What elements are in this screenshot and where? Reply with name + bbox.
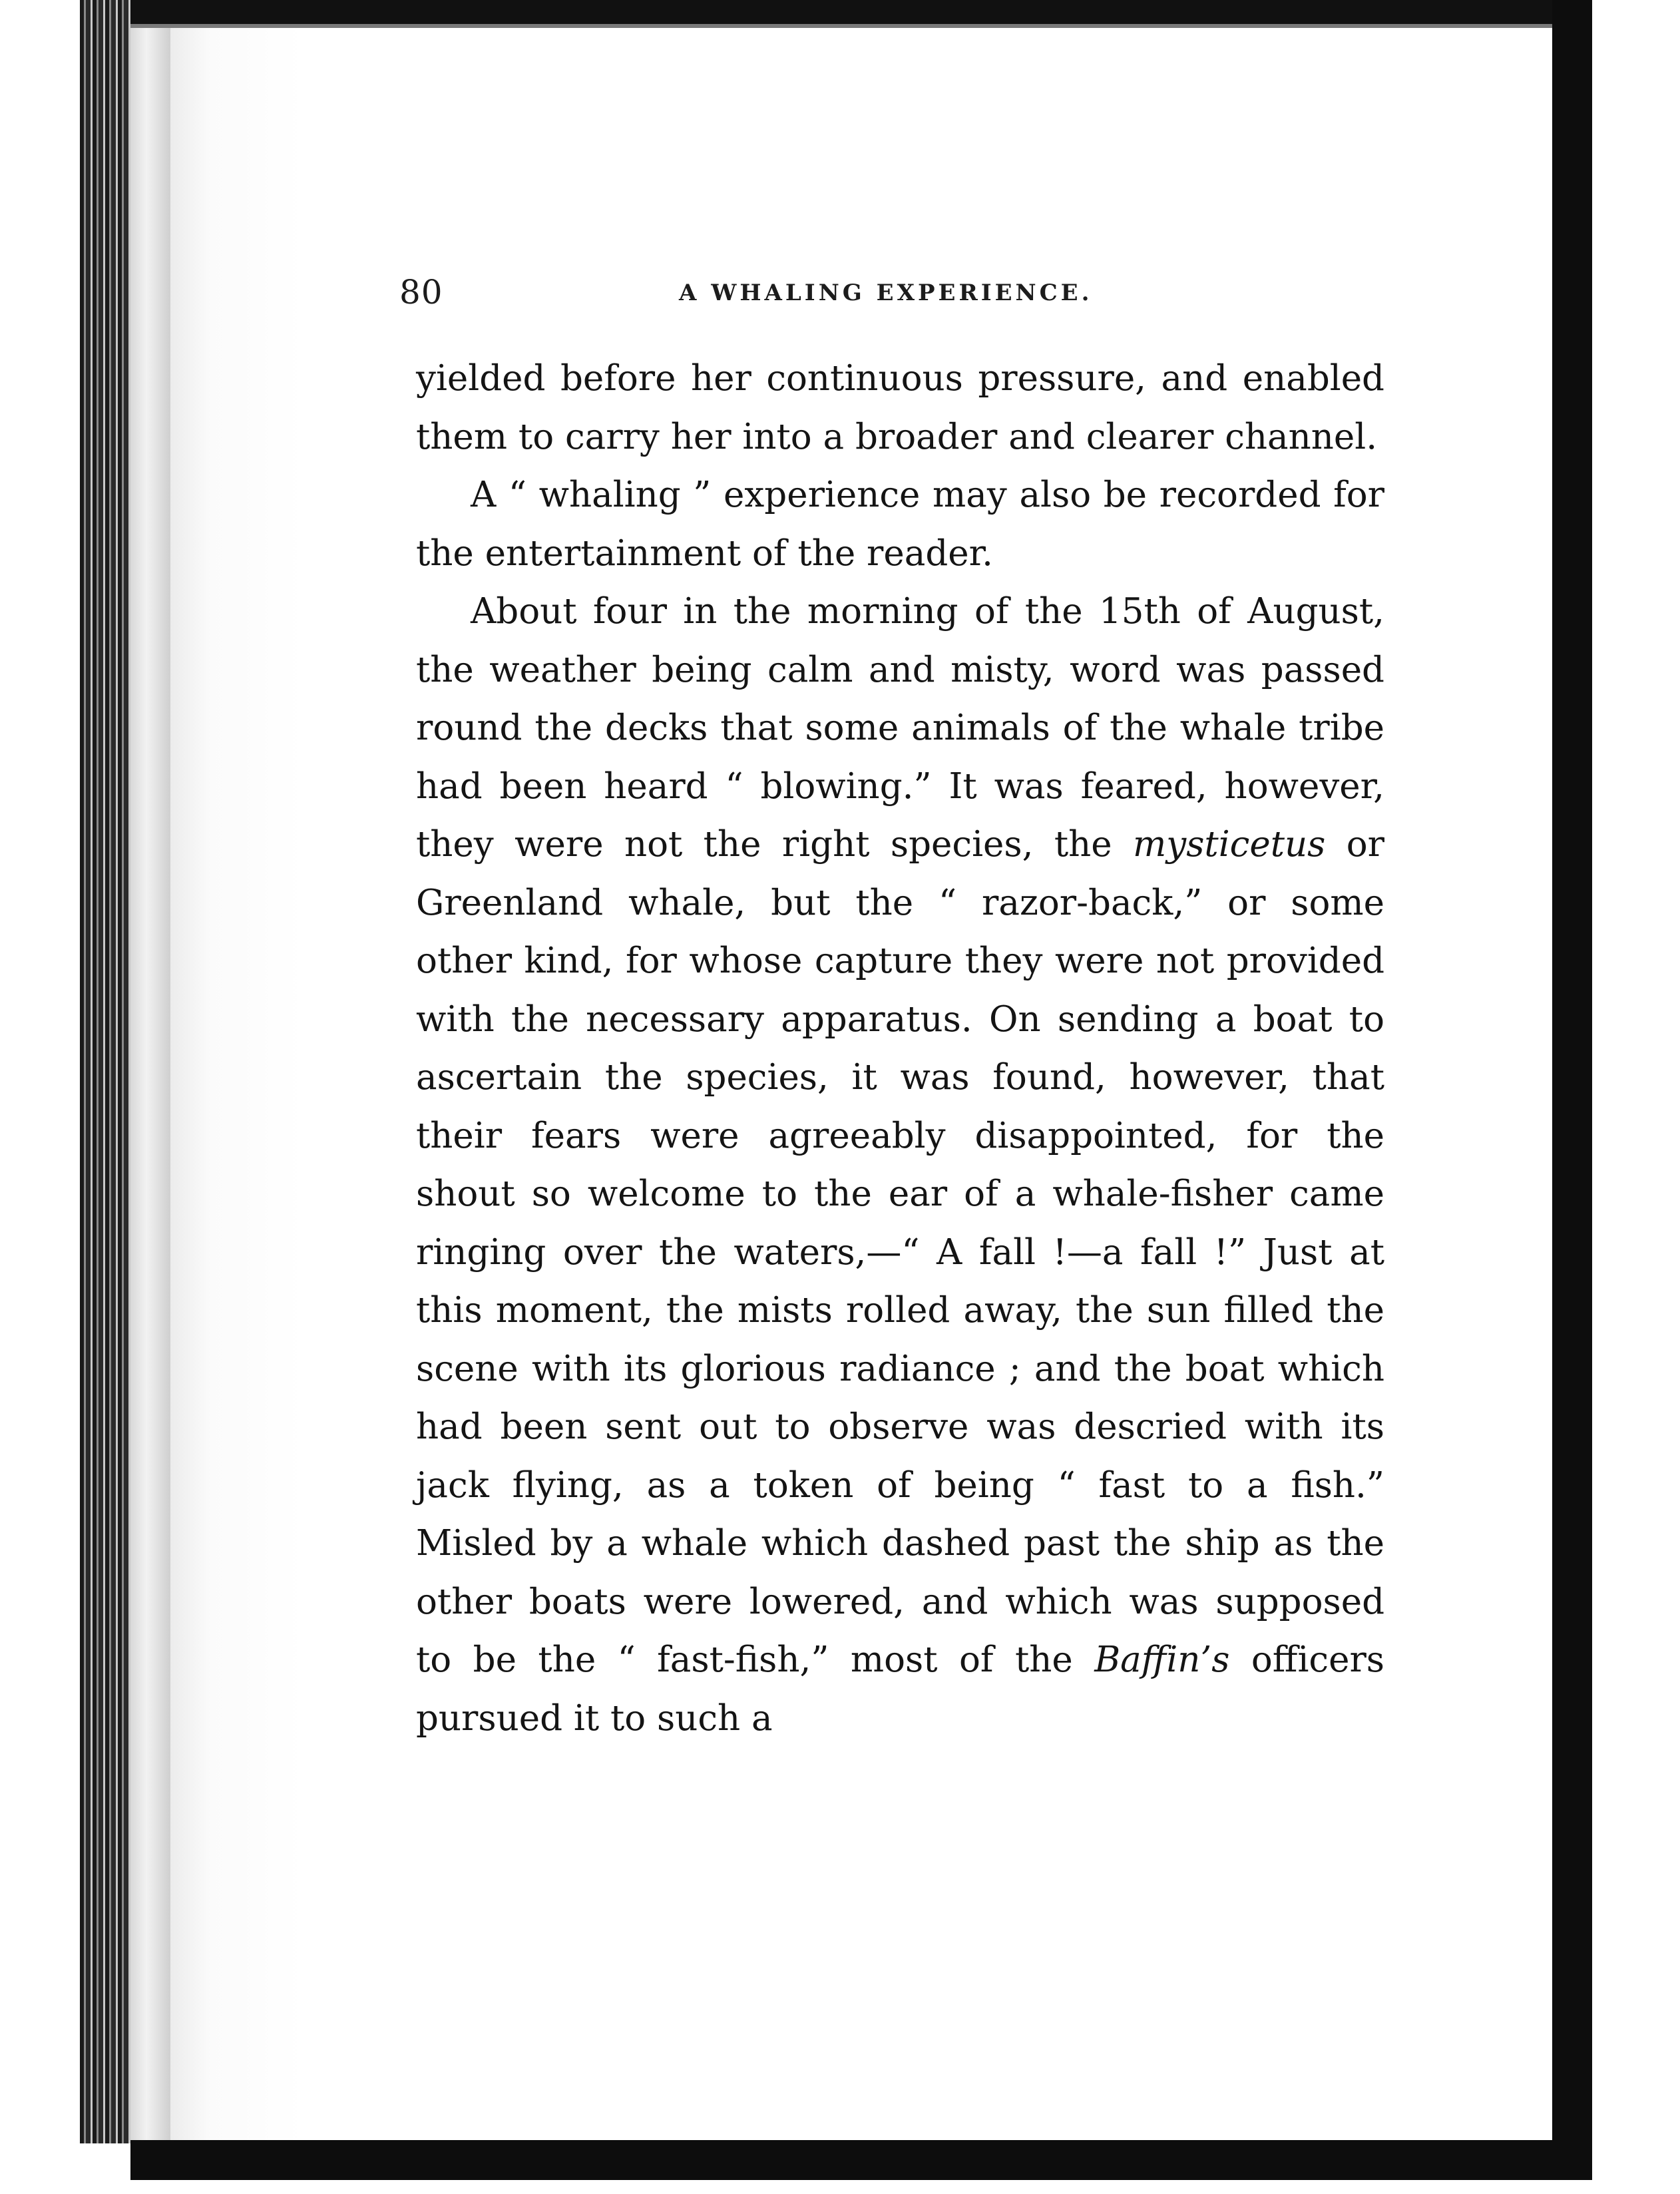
paragraph-whale-hunt bbox=[416, 582, 1384, 1747]
text-segment: About four in the morning of the 15th of August, the weather being calm and misty, word was passed round the decks that some animals of the whale tribe had been heard “ blowing.” It was feared, however, they were not the right species, the bbox=[416, 591, 1384, 865]
paragraph-whaling-intro: A “ whaling ” experience may also be recorded for the entertainment of the reader. bbox=[416, 475, 1384, 574]
body-text bbox=[416, 349, 1384, 1747]
scan-bottom-margin bbox=[0, 2180, 1680, 2194]
page-gutter bbox=[130, 0, 170, 2143]
ship-name-italic: Baffin’s bbox=[1094, 1640, 1230, 1680]
facing-page-strip bbox=[1592, 0, 1680, 2194]
text-segment: or Greenland whale, but the “ razor-back,” or some other kind, for whose capture they were not provided with the necessary apparatus. On sending a boat to ascertain the species, it was found, however, that their fears were agreeably disappointed, for the shout so welcome to the ear of a whale-fisher came ringing over the waters,—“ A fall !—a fall !” Just at this moment, the mists rolled away, the sun filled the scene with its glorious radiance ; and the boat which had been sent out to observe was descried with its jack flying, as a token of being “ fast to a fish.” Misled by a whale which dashed past the ship as the other boats were lowered, and which was supposed to be the “ fast-fish,” most of the bbox=[416, 824, 1384, 1680]
running-title: A WHALING EXPERIENCE. bbox=[679, 280, 1093, 306]
running-head bbox=[399, 273, 1384, 320]
species-name-italic: mysticetus bbox=[1133, 824, 1326, 865]
scan-background-left bbox=[0, 0, 80, 2194]
scan-top-border bbox=[130, 0, 1555, 24]
paragraph-continuation: yielded before her continuous pressure, and enabled them to carry her into a broader and clearer channel. bbox=[416, 358, 1384, 457]
scan-bottom-border bbox=[130, 2140, 1592, 2180]
page-number: 80 bbox=[399, 273, 443, 312]
text-segment: officers pursued it to such a bbox=[416, 1640, 1384, 1739]
scan-right-border bbox=[1552, 0, 1592, 2194]
